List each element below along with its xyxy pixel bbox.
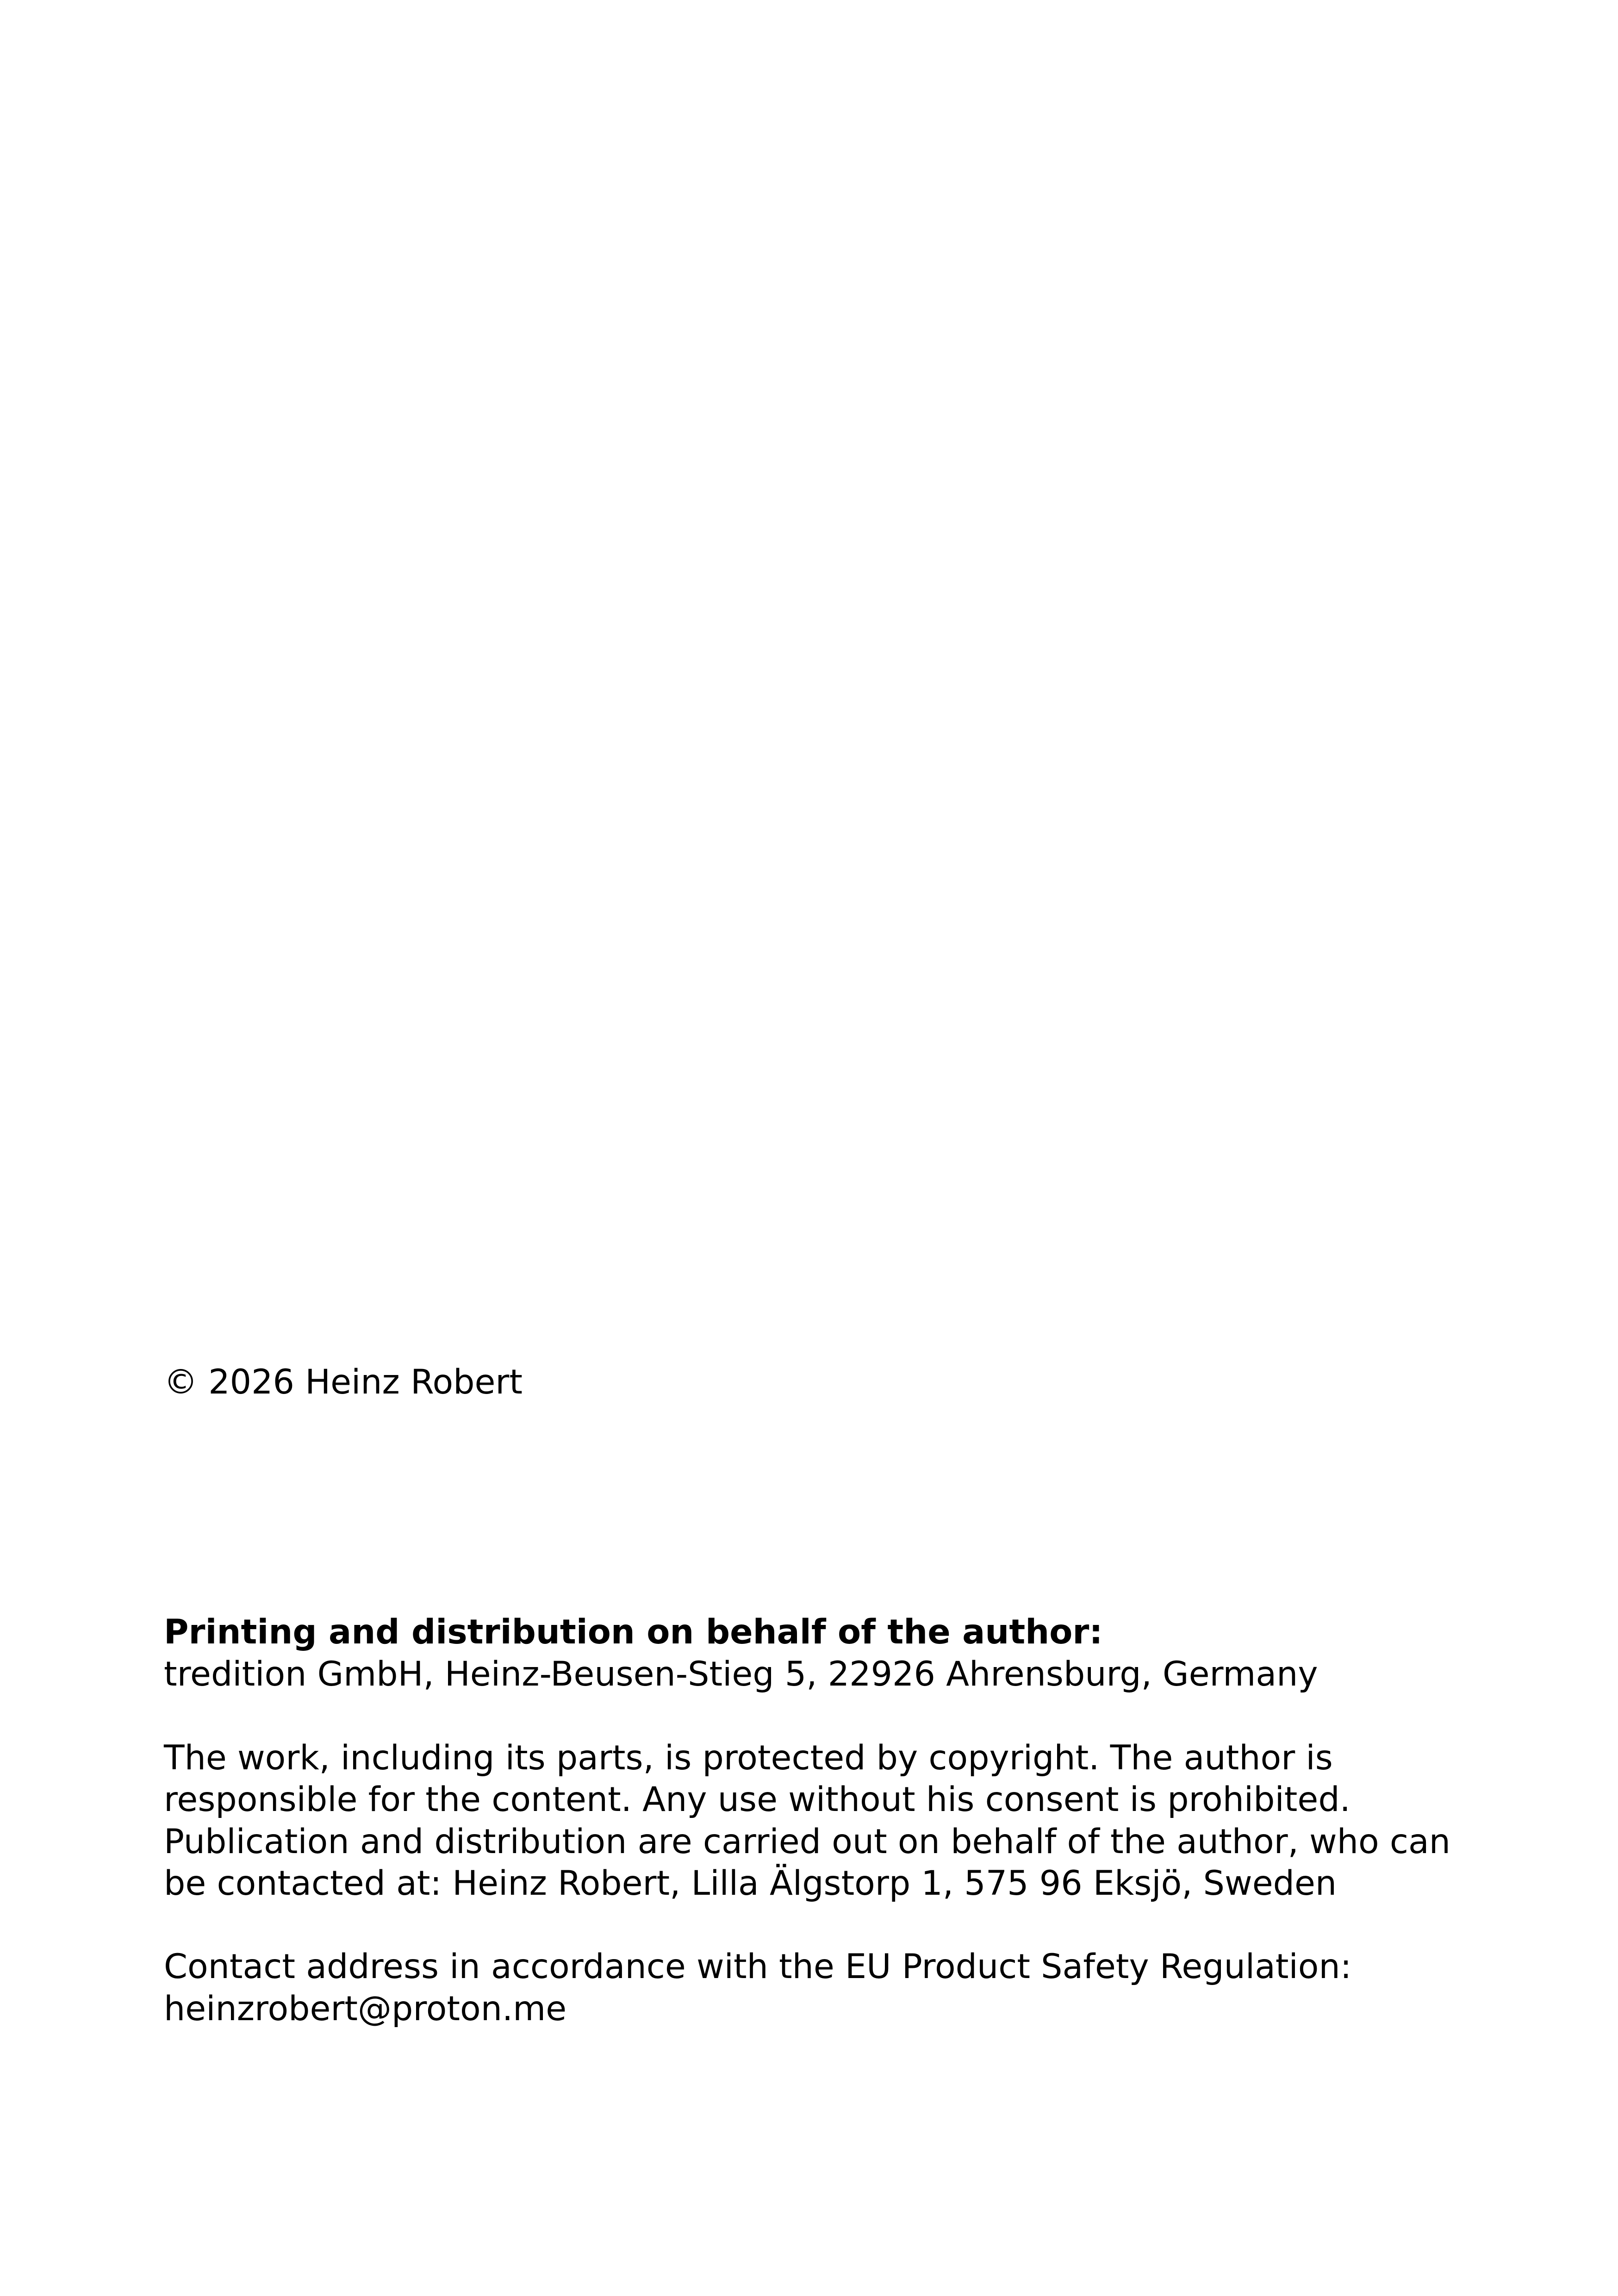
publisher-address: tredition GmbH, Heinz-Beusen-Stieg 5, 22926 Ahrensburg, Germany [164, 1655, 1318, 1694]
contact-heading: Contact address in accordance with the EU Product Safety Regulation: [164, 1947, 1352, 1986]
copyright-notice: © 2026 Heinz Robert [164, 1363, 523, 1402]
contact-email: heinzrobert@proton.me [164, 1989, 567, 2028]
legal-notice-line: be contacted at: Heinz Robert, Lilla Älgstorp 1, 575 96 Eksjö, Sweden [164, 1864, 1337, 1903]
legal-notice-line: responsible for the content. Any use without his consent is prohibited. [164, 1780, 1350, 1819]
publisher-heading: Printing and distribution on behalf of the author: [164, 1612, 1103, 1652]
legal-notice-line: The work, including its parts, is protected by copyright. The author is [164, 1738, 1333, 1778]
legal-notice-line: Publication and distribution are carried out on behalf of the author, who can [164, 1822, 1451, 1861]
